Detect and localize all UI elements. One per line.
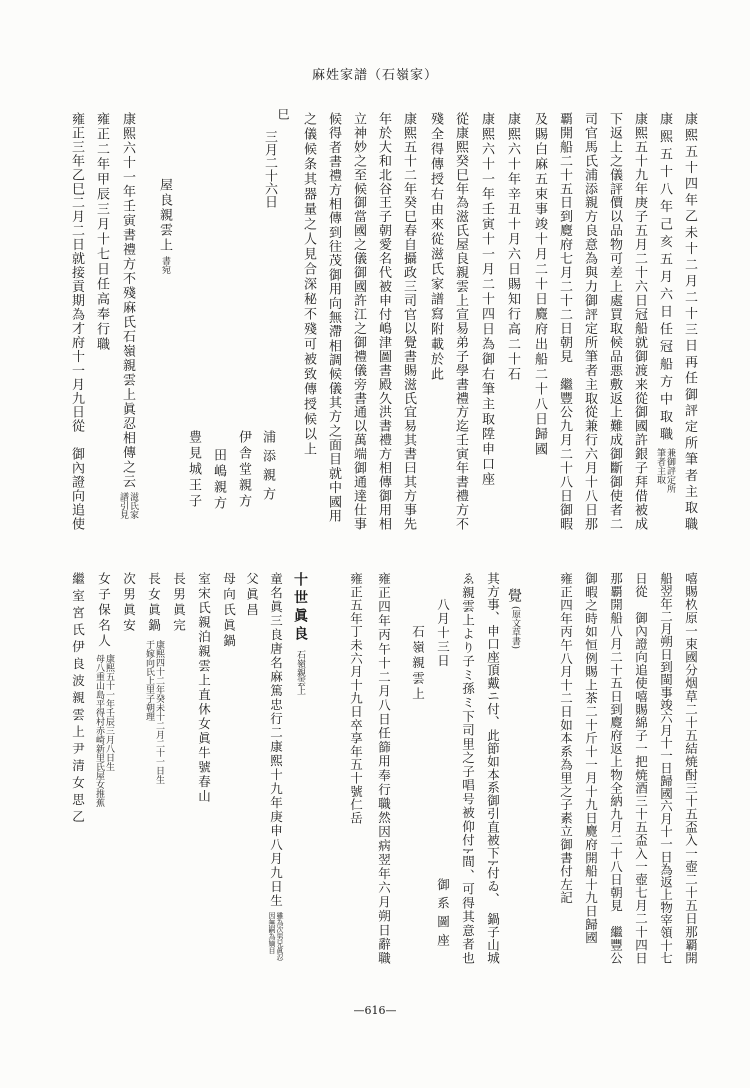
genealogy-entry: 次男眞安 xyxy=(121,572,137,634)
annotation-line: 母八重山島平得村赤崎新里氏屋女推蕉 xyxy=(94,654,104,807)
text-column: 康熙六十一年壬寅書禮方不殘麻氏石嶺親雲上眞忍相傳之云 xyxy=(120,112,135,489)
genealogy-entry: 繼室宮氏伊良波親雲上尹清女思乙 xyxy=(70,572,86,827)
decree-signer: 豊見城王子 xyxy=(186,430,201,510)
text-column: 之儀候条其器量之人見合深秘不殘可被致傳授候以上 xyxy=(301,112,316,457)
text-column: 立神妙之至候御當國之儀御國許江之御禮儀旁書通以萬端御通達仕事 xyxy=(351,112,366,530)
annotation-note xyxy=(268,912,284,961)
genealogy-entry: 父眞昌 xyxy=(244,572,260,619)
genealogy-entry: 童名眞三良唐名麻篤忠行二康熙十九年庚申八月九日生 xyxy=(268,572,284,908)
text-column: 嘻賜杦原一束國分烟草二十五結焼酎三十五盃入一壺二十五日那覇開 xyxy=(683,572,699,964)
text-column: 雍正三年乙巳二月二日就接貢期為才府十一月九日從 御內證向追使 xyxy=(69,112,84,530)
text-column: 康熙五十二年癸巳春自攝政三司官以覺書賜滋氏宜易其書曰其方事先 xyxy=(401,112,416,530)
text-column: 及賜白麻五束事竣十月二十日麑府出船二十八日歸國 xyxy=(532,112,547,457)
memo-addressee: 石嶺親雲上 xyxy=(410,625,426,703)
memo-heading: 覺 xyxy=(506,588,522,603)
genealogy-entry: 長男眞完 xyxy=(171,572,187,634)
text-column: 船翌年二月朔日到閩事竣六月十一日歸國六月十一日為返上物宰領十七 xyxy=(658,572,674,964)
text-column: 康熙六十一年壬寅十一月二十四日為御右筆主取陞申口座 xyxy=(479,112,494,487)
annotation-note xyxy=(94,654,114,807)
running-header: 麻姓家譜（石嶺家） xyxy=(311,68,438,83)
decree-era: 巳 xyxy=(276,108,290,122)
page-number: —616— xyxy=(353,1004,397,1017)
annotation-line: 兼御評定所 xyxy=(665,448,675,493)
text-column: 康熙五十四年乙未十二月二十三日再任御評定所筆者主取職 xyxy=(682,112,697,530)
annotation-line: 雖為次男兄眞忍 xyxy=(276,912,284,961)
decree-signer: 伊舎堂親方 xyxy=(236,430,251,510)
genealogy-entry: 長女眞鍋 xyxy=(146,572,162,634)
genealogy-entry: 室宋氏親泊親雲上直休女眞牛號春山 xyxy=(196,572,212,804)
text-column: 那覇開船八月二十五日到麑府返上物全納九月二十八日朝見 繼豐公 xyxy=(608,572,624,964)
annotation-line: 康熙五十一年壬辰三月八日生 xyxy=(104,654,114,771)
genealogy-entry: 母向氏眞鍋 xyxy=(221,572,237,650)
memo-issuer: 御系圖座 xyxy=(435,878,451,952)
decree-signer: 浦添親方 xyxy=(260,430,275,506)
text-column: 年於大和北谷王子朝愛名代被申付嶋津圖書殿久洪書禮方相傳御用相 xyxy=(376,112,391,530)
annotation-line: 滋氏家 xyxy=(128,492,138,519)
decree-addressee: 屋良親雲上 xyxy=(157,178,172,253)
decree-date: 三月二十六日 xyxy=(262,130,277,208)
annotation-line: 于嫁向氏上里子朝理 xyxy=(144,640,154,721)
annotation-note xyxy=(144,640,164,784)
memo-body-line: 其方事、申口座頂戴ニ付、此節如本系御引直被下ﾄ付ゐ、 鍋子山城 xyxy=(485,572,501,964)
text-column: 司官馬氏浦添親方良意為與力御評定所筆者主取從兼行六月十八日那 xyxy=(582,112,597,530)
addressee-suffix: 書宛 xyxy=(160,256,170,274)
genealogy-entry: 女子保名人 xyxy=(96,572,112,650)
generation-heading-note: 石嶺親雲上 xyxy=(295,650,305,695)
annotation-line: 筆者主取 xyxy=(655,448,665,484)
text-column: 御暇之時如恒例賜上茶二十斤十一月十九日麑府開船十九日歸國 xyxy=(583,572,599,945)
memo-date: 八月十三日 xyxy=(435,598,451,668)
memo-body-line: ゑ親雲上より子ミ孫ミ下司里之子唱号被仰付ﾄ間、可得其意者也 xyxy=(460,572,476,964)
text-column: 日從 御內證向追使嘻賜綿子一把焼酒三十五盃入一壺七月二十四日 xyxy=(633,572,649,964)
text-column: 候得者書禮方相傳到往茂御用向無滯相調候儀其方之面目就中國用 xyxy=(326,112,341,522)
decree-signer: 田嶋親方 xyxy=(211,448,226,512)
annotation-note xyxy=(118,492,138,519)
text-column: 康熙五十八年己亥五月六日任冠船方中取職 xyxy=(657,112,672,445)
text-column: 從康熙癸巳年為滋氏屋良親雲上宣易弟子學書禮方迄壬寅年書禮方不 xyxy=(453,112,468,530)
text-column: 雍正四年丙午十二月八日任篩用奉行職然因病翌年六月朔日辭職 xyxy=(376,572,392,964)
text-column: 覇開船二十五日到麑府七月二十二日朝見 繼豐公九月二十八日御暇 xyxy=(557,112,572,530)
memo-heading-note: (原文草書) xyxy=(510,606,520,650)
text-column: 雍正二年甲辰三月十七日任高奉行職 xyxy=(94,112,109,352)
text-column: 康熙六十年辛丑十月六日賜知行高二十石 xyxy=(505,112,520,382)
text-column: 下返上之儀評價以品物可差上處買取候品悪敷返上難成御斷御使者二 xyxy=(607,112,622,530)
text-column: 康熙五十九年庚子五月二十六日冠船就御渡来從御國許銀子拜借被成 xyxy=(632,112,647,530)
annotation-line: 譜引見 xyxy=(118,492,128,519)
text-column: 殘全得傳授右由來從滋氏家譜寫附載於此 xyxy=(428,112,443,382)
annotation-note xyxy=(655,448,675,493)
annotation-line: 康熙四十二年癸未十二月二十一日生 xyxy=(154,640,164,784)
text-column: 雍正四年丙午八月十二日如本系為里之子素立御書付左記 xyxy=(558,572,574,905)
generation-heading: 十世眞良 xyxy=(292,572,308,644)
annotation-line: 因無嗣為嫡目 xyxy=(268,912,276,954)
text-column: 雍正五年丁未六月十九日卒享年五十號仁岳 xyxy=(348,572,364,825)
